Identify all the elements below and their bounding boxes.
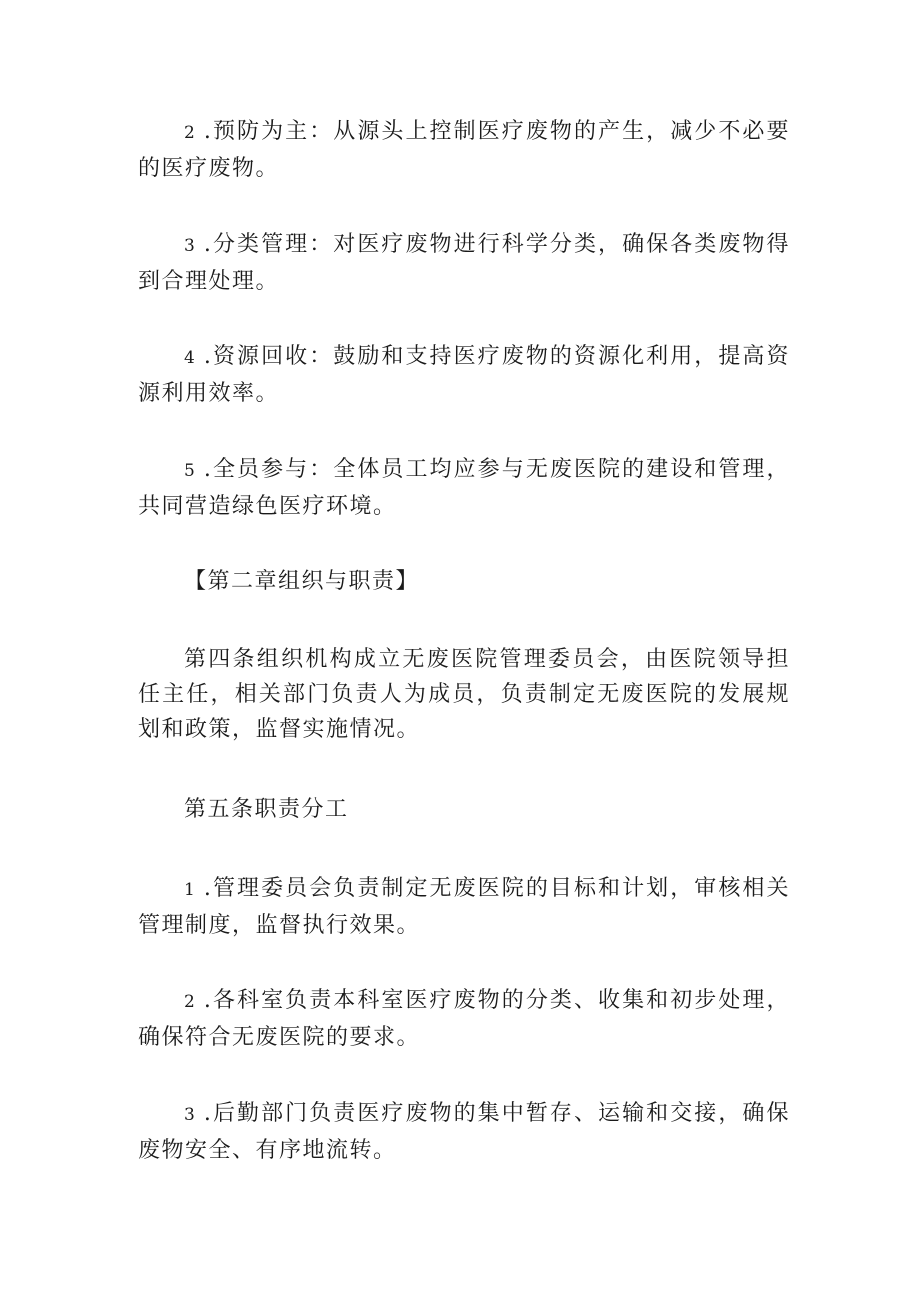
principle-item-4 [138, 339, 790, 411]
item-text: .后勤部门负责医疗废物的集中暂存、运输和交接，确保废物安全、有序地流转。 [138, 1101, 790, 1163]
item-number: 4 [184, 348, 195, 368]
item-text: .预防为主：从源头上控制医疗废物的产生，减少不必要的医疗废物。 [138, 119, 790, 181]
item-number: 2 [184, 123, 195, 143]
principle-item-5 [138, 452, 790, 524]
item-text: .管理委员会负责制定无废医院的目标和计划，审核相关管理制度，监督执行效果。 [138, 876, 790, 938]
item-number: 2 [184, 992, 195, 1012]
duty-item-2 [138, 983, 790, 1055]
article-five-title: 第五条职责分工 [184, 797, 349, 822]
item-text: .全员参与：全体员工均应参与无废医院的建设和管理，共同营造绿色医疗环境。 [138, 457, 790, 519]
article-four: 第四条组织机构成立无废医院管理委员会，由医院领导担任主任，相关部门负责人为成员，负责制定无废医院的发展规划和政策，监督实施情况。 [138, 647, 790, 742]
item-text: .资源回收：鼓励和支持医疗废物的资源化利用，提高资源利用效率。 [138, 344, 790, 406]
chapter-heading: 【第二章组织与职责】 [184, 569, 420, 594]
principle-item-3 [138, 227, 790, 299]
item-text: .分类管理：对医疗废物进行科学分类，确保各类废物得到合理处理。 [138, 232, 790, 294]
item-text: .各科室负责本科室医疗废物的分类、收集和初步处理，确保符合无废医院的要求。 [138, 988, 790, 1050]
duty-item-1 [138, 871, 790, 943]
item-number: 1 [184, 880, 195, 900]
item-number: 3 [184, 1105, 195, 1125]
item-number: 5 [184, 461, 195, 481]
principle-item-2 [138, 114, 790, 186]
item-number: 3 [184, 236, 195, 256]
duty-item-3 [138, 1096, 790, 1168]
